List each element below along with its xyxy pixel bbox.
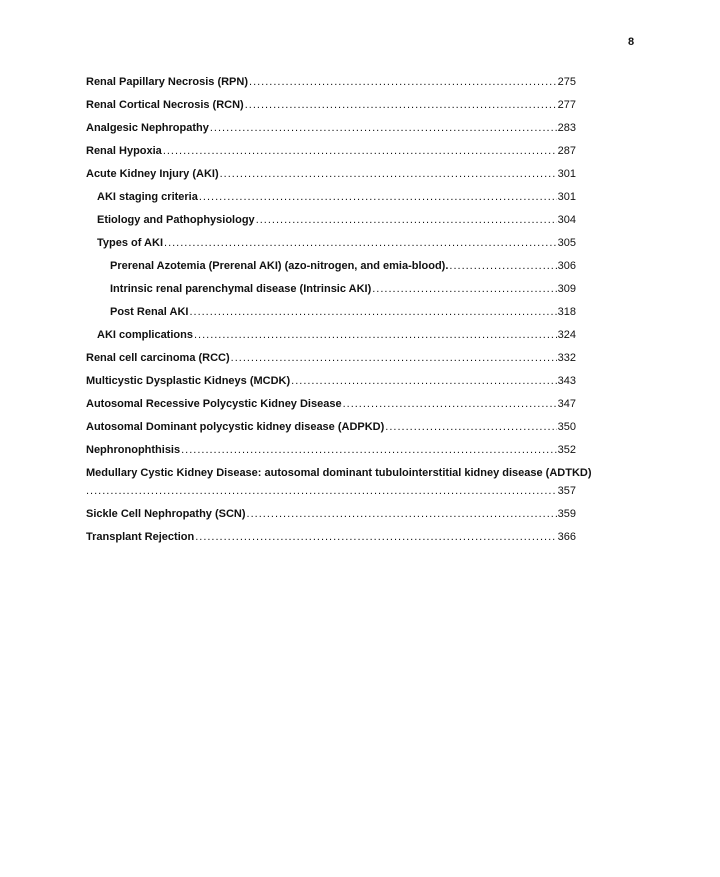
toc-entry-page: 305 [557, 237, 576, 249]
toc-entry-title: Prerenal Azotemia (Prerenal AKI) (azo-nitrogen, and emia-blood). [110, 260, 449, 272]
toc-entry-acute-kidney-injury[interactable] [86, 168, 576, 191]
table-of-contents [86, 76, 592, 554]
toc-dot-leader [189, 306, 556, 318]
toc-entry-page: 324 [557, 329, 576, 341]
toc-entry-title: Analgesic Nephropathy [86, 122, 209, 134]
toc-entry-title: Autosomal Dominant polycystic kidney disease (ADPKD) [86, 421, 385, 433]
toc-entry-title: Acute Kidney Injury (AKI) [86, 168, 219, 180]
toc-dot-leader [247, 508, 557, 520]
toc-dot-leader [343, 398, 557, 410]
toc-entry-transplant-rejection[interactable] [86, 531, 576, 554]
toc-entry-autosomal-dominant-pkd[interactable] [86, 421, 576, 444]
toc-dot-leader [181, 444, 557, 456]
toc-entry-intrinsic-renal-disease[interactable] [86, 283, 576, 306]
toc-dot-leader [385, 421, 556, 433]
toc-entry-page: 301 [557, 191, 576, 203]
toc-entry-title: Etiology and Pathophysiology [97, 214, 255, 226]
toc-entry-post-renal-aki[interactable] [86, 306, 576, 329]
toc-dot-leader [231, 352, 557, 364]
toc-entry-renal-papillary-necrosis[interactable] [86, 76, 576, 99]
toc-entry-page: 301 [557, 168, 576, 180]
toc-entry-page: 359 [557, 508, 576, 520]
toc-entry-aki-staging-criteria[interactable] [86, 191, 576, 214]
toc-entry-page: 304 [557, 214, 576, 226]
toc-entry-title: Renal Cortical Necrosis (RCN) [86, 99, 244, 111]
toc-entry-page: 347 [557, 398, 576, 410]
toc-dot-leader [195, 531, 556, 543]
toc-entry-title: Renal Hypoxia [86, 145, 162, 157]
toc-entry-page: 277 [557, 99, 576, 111]
toc-entry-page: 332 [557, 352, 576, 364]
toc-entry-title: AKI complications [97, 329, 193, 341]
toc-entry-page: 350 [557, 421, 576, 433]
toc-entry-title: Renal Papillary Necrosis (RPN) [86, 76, 249, 88]
toc-entry-autosomal-recessive-pkd[interactable] [86, 398, 576, 421]
toc-dot-leader [164, 237, 557, 249]
toc-entry-title: Types of AKI [97, 237, 164, 249]
toc-entry-aki-complications[interactable] [86, 329, 576, 352]
toc-entry-page: 275 [557, 76, 576, 88]
toc-dot-leader [163, 145, 557, 157]
toc-dot-leader [220, 168, 557, 180]
toc-entry-analgesic-nephropathy[interactable] [86, 122, 576, 145]
toc-entry-page: 306 [557, 260, 576, 272]
toc-entry-renal-cortical-necrosis[interactable] [86, 99, 576, 122]
toc-dot-leader [291, 375, 556, 387]
toc-entry-page: 352 [557, 444, 576, 456]
toc-entry-types-of-aki[interactable] [86, 237, 576, 260]
toc-entry-page: 318 [557, 306, 576, 318]
toc-entry-title: AKI staging criteria [97, 191, 198, 203]
toc-entry-prerenal-azotemia[interactable] [86, 260, 576, 283]
toc-entry-sickle-cell-nephropathy[interactable] [86, 508, 576, 531]
toc-entry-title: Sickle Cell Nephropathy (SCN) [86, 508, 246, 520]
toc-entry-page: 357 [557, 485, 576, 497]
toc-entry-title: Nephronophthisis [86, 444, 181, 456]
toc-entry-title: Intrinsic renal parenchymal disease (Intrinsic AKI) [110, 283, 372, 295]
toc-entry-page: 366 [557, 531, 576, 543]
toc-entry-multicystic-dysplastic-kidneys[interactable] [86, 375, 576, 398]
page-number: 8 [628, 36, 635, 48]
toc-entry-medullary-cystic-kidney-disease[interactable] [86, 467, 592, 508]
toc-entry-continuation [86, 485, 576, 508]
toc-dot-leader [449, 260, 556, 272]
toc-entry-title: Multicystic Dysplastic Kidneys (MCDK) [86, 375, 291, 387]
toc-dot-leader [372, 283, 556, 295]
toc-dot-leader [256, 214, 557, 226]
toc-entry-page: 343 [557, 375, 576, 387]
toc-entry-title: Transplant Rejection [86, 531, 195, 543]
toc-dot-leader [210, 122, 557, 134]
toc-entry-title: Post Renal AKI [110, 306, 189, 318]
toc-entry-page: 287 [557, 145, 576, 157]
toc-entry-page: 309 [557, 283, 576, 295]
toc-entry-page: 283 [557, 122, 576, 134]
toc-entry-title: Autosomal Recessive Polycystic Kidney Disease [86, 398, 342, 410]
toc-entry-title: Renal cell carcinoma (RCC) [86, 352, 230, 364]
toc-entry-renal-hypoxia[interactable] [86, 145, 576, 168]
toc-dot-leader [199, 191, 557, 203]
toc-dot-leader [249, 76, 557, 88]
toc-dot-leader [194, 329, 557, 341]
toc-entry-title: Medullary Cystic Kidney Disease: autosomal dominant tubulointerstitial kidney disease (ADTKD) [86, 467, 592, 479]
toc-entry-renal-cell-carcinoma[interactable] [86, 352, 576, 375]
toc-entry-nephronophthisis[interactable] [86, 444, 576, 467]
toc-dot-leader [86, 485, 557, 497]
toc-entry-etiology-pathophysiology[interactable] [86, 214, 576, 237]
toc-dot-leader [245, 99, 557, 111]
